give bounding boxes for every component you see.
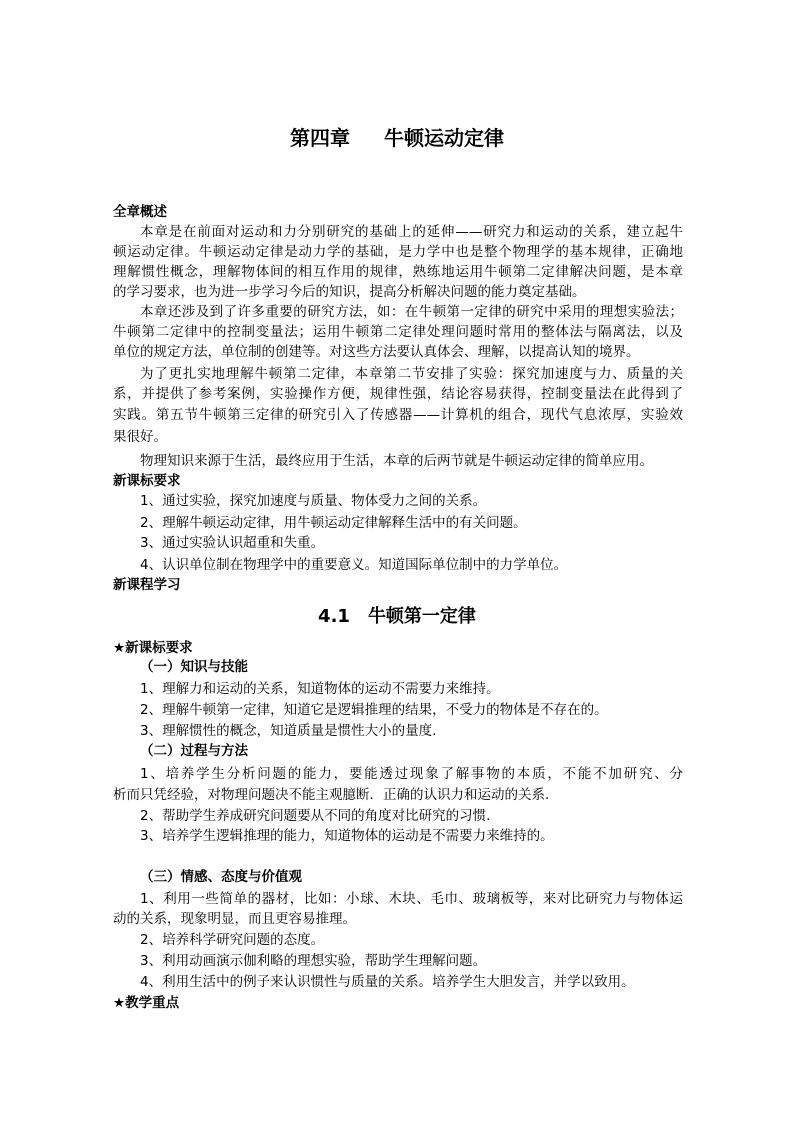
chapter-name: 牛顿运动定律 [384, 126, 504, 150]
process-line: 1、培养学生分析问题的能力，要能透过现象了解事物的本质，不能不加研究、分 [140, 766, 683, 782]
chapter-title [0, 125, 794, 151]
emotion-line: 动的关系，现象明显，而且更容易推理。 [113, 911, 356, 927]
knowledge-item: 2、理解牛顿第一定律，知道它是逻辑推理的结果，不受力的物体是不存在的。 [140, 702, 608, 718]
overview-line: 本章是在前面对运动和力分别研究的基础上的延伸——研究力和运动的关系，建立起牛 [140, 224, 683, 240]
process-line: 析而只凭经验，对物理问题决不能主观臆断．正确的认识力和运动的关系. [113, 787, 550, 803]
requirements-heading: ★新课标要求 [113, 640, 193, 656]
section-title [0, 605, 794, 629]
overview-line: 本章还涉及到了许多重要的研究方法，如：在牛顿第一定律的研究中采用的理想实验法； [140, 304, 683, 320]
chapter-number: 第四章 [290, 126, 350, 150]
overview-line: 顿运动定律。牛顿运动定律是动力学的基础，是力学中也是整个物理学的基本规律，正确地 [113, 244, 683, 260]
overview-line: 果很好。 [113, 429, 167, 445]
process-line: 2、帮助学生养成研究问题要从不同的角度对比研究的习惯. [140, 808, 491, 824]
overview-line: 系，并提供了参考案例，实验操作方便，规律性强，结论容易获得，控制变量法在此得到了 [113, 386, 683, 402]
knowledge-item: 1、理解力和运动的关系，知道物体的运动不需要力来维持。 [140, 681, 500, 697]
knowledge-item: 3、理解惯性的概念，知道质量是惯性大小的量度. [140, 723, 437, 739]
emotion-line: 3、利用动画演示伽利略的理想实验，帮助学生理解问题。 [140, 953, 487, 969]
curriculum-item: 2、理解牛顿运动定律，用牛顿运动定律解释生活中的有关问题。 [140, 515, 527, 531]
curriculum-item: 3、通过实验认识超重和失重。 [140, 535, 325, 551]
process-heading: （二）过程与方法 [140, 743, 248, 759]
overview-line: 牛顿第二定律中的控制变量法；运用牛顿第二定律处理问题时常用的整体法与隔离法，以及 [113, 324, 683, 340]
process-line: 3、培养学生逻辑推理的能力，知道物体的运动是不需要力来维持的。 [140, 828, 554, 844]
emotion-heading: （三）情感、态度与价值观 [140, 869, 302, 885]
curriculum-item: 1、通过实验，探究加速度与质量、物体受力之间的关系。 [140, 493, 487, 509]
study-heading: 新课程学习 [113, 577, 181, 593]
overview-line: 为了更扎实地理解牛顿第二定律，本章第二节安排了实验：探究加速度与力、质量的关 [140, 366, 683, 382]
overview-line: 实践。第五节牛顿第三定律的研究引入了传感器——计算机的组合，现代气息浓厚，实验效 [113, 407, 683, 423]
overview-line: 单位的规定方法，单位制的创建等。对这些方法要认真体会、理解，以提高认知的境界。 [113, 344, 640, 360]
curriculum-item: 4、认识单位制在物理学中的重要意义。知道国际单位制中的力学单位。 [140, 557, 568, 573]
emotion-line: 4、利用生活中的例子来认识惯性与质量的关系。培养学生大胆发言，并学以致用。 [140, 974, 635, 990]
emotion-line: 2、培养科学研究问题的态度。 [140, 932, 325, 948]
teaching-focus-heading: ★教学重点 [113, 995, 180, 1011]
overview-line: 的学习要求，也为进一步学习今后的知识，提高分析解决问题的能力奠定基础。 [113, 284, 586, 300]
overview-heading: 全章概述 [113, 204, 167, 220]
section-name: 牛顿第一定律 [367, 606, 476, 627]
knowledge-heading: （一）知识与技能 [140, 659, 248, 675]
overview-line: 理解惯性概念，理解物体间的相互作用的规律，熟练地运用牛顿第二定律解决问题，是本章 [113, 264, 683, 280]
emotion-line: 1、利用一些简单的器材，比如：小球、木块、毛巾、玻璃板等，来对比研究力与物体运 [140, 891, 683, 907]
overview-line: 物理知识来源于生活，最终应用于生活，本章的后两节就是牛顿运动定律的简单应用。 [140, 453, 653, 469]
curriculum-heading: 新课标要求 [113, 473, 181, 489]
section-number: 4.1 [318, 606, 350, 627]
